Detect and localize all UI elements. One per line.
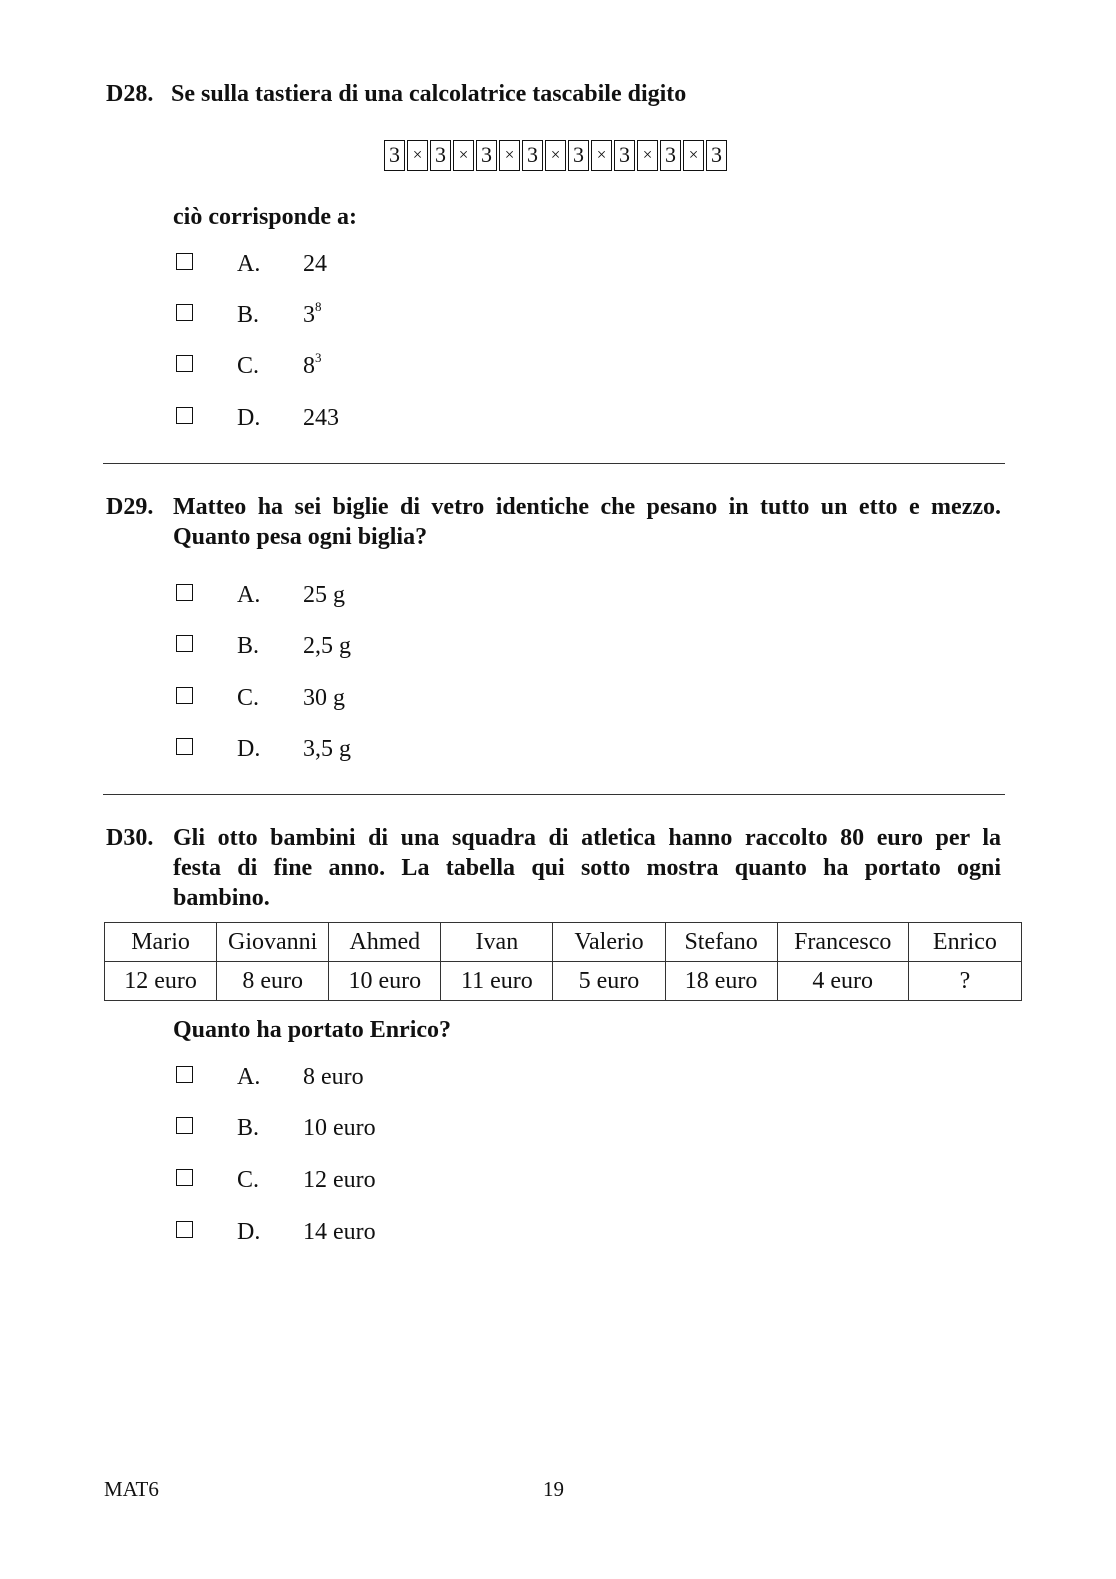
option-value: 8 euro [303, 1064, 364, 1090]
page-number: 19 [543, 1477, 564, 1501]
option-letter: C. [237, 353, 260, 379]
calculator-key: 3 [522, 140, 543, 171]
question-number: D29. [106, 494, 154, 520]
table-cell: 12 euro [105, 962, 217, 1001]
calculator-key: 3 [660, 140, 681, 171]
option-value: 14 euro [303, 1219, 376, 1245]
checkbox[interactable] [176, 635, 193, 652]
table-cell: Mario [105, 923, 217, 962]
table-cell: 8 euro [217, 962, 329, 1001]
option-value: 10 euro [303, 1115, 376, 1141]
calculator-key: 3 [614, 140, 635, 171]
calculator-key: 3 [430, 140, 451, 171]
power-base: 8 [303, 353, 315, 379]
checkbox[interactable] [176, 687, 193, 704]
option-value [303, 351, 322, 381]
option-value: 243 [303, 405, 339, 431]
multiply-key: × [637, 140, 658, 171]
checkbox[interactable] [176, 1221, 193, 1238]
table-cell: 10 euro [329, 962, 441, 1001]
checkbox[interactable] [176, 304, 193, 321]
checkbox[interactable] [176, 738, 193, 755]
contributions-table [104, 922, 1022, 1001]
checkbox[interactable] [176, 1117, 193, 1134]
option-value: 25 g [303, 582, 345, 608]
question-prompt: ciò corrisponde a: [173, 204, 357, 230]
footer-code: MAT6 [104, 1477, 159, 1501]
option-letter: B. [237, 1115, 260, 1141]
multiply-key: × [453, 140, 474, 171]
table-cell: Ivan [441, 923, 553, 962]
multiply-key: × [591, 140, 612, 171]
table-cell: 5 euro [553, 962, 665, 1001]
question-line: Gli otto bambini di una squadra di atletica hanno raccolto 80 euro per la [173, 825, 1001, 851]
option-value [303, 300, 322, 330]
calculator-key: 3 [384, 140, 405, 171]
option-letter: A. [237, 251, 261, 277]
section-divider [103, 463, 1005, 464]
question-prompt: Quanto ha portato Enrico? [173, 1017, 452, 1043]
option-letter: D. [237, 405, 261, 431]
question-line: bambino. [173, 885, 270, 911]
checkbox[interactable] [176, 407, 193, 424]
calculator-key-sequence [384, 140, 727, 171]
table-cell: Valerio [553, 923, 665, 962]
checkbox[interactable] [176, 355, 193, 372]
multiply-key: × [545, 140, 566, 171]
checkbox[interactable] [176, 1066, 193, 1083]
table-cell: Francesco [777, 923, 908, 962]
table-cell: 4 euro [777, 962, 908, 1001]
calculator-key: 3 [706, 140, 727, 171]
option-letter: D. [237, 1219, 261, 1245]
option-value: 2,5 g [303, 633, 351, 659]
question-number: D28. [106, 81, 154, 107]
section-divider [103, 794, 1005, 795]
calculator-key: 3 [476, 140, 497, 171]
table-cell: Giovanni [217, 923, 329, 962]
option-letter: C. [237, 1167, 260, 1193]
multiply-key: × [683, 140, 704, 171]
table-cell: Enrico [908, 923, 1021, 962]
checkbox[interactable] [176, 253, 193, 270]
question-text [173, 492, 1001, 552]
question-number: D30. [106, 825, 154, 851]
option-letter: B. [237, 302, 260, 328]
option-value: 24 [303, 251, 327, 277]
option-value: 12 euro [303, 1167, 376, 1193]
question-line: Quanto pesa ogni biglia? [173, 524, 428, 550]
power-base: 3 [303, 302, 315, 328]
table-cell: ? [908, 962, 1021, 1001]
option-value: 30 g [303, 685, 345, 711]
question-text: Se sulla tastiera di una calcolatrice tascabile digito [171, 81, 687, 107]
question-line: Matteo ha sei biglie di vetro identiche che pesano in tutto un etto e mezzo. [173, 494, 1001, 520]
multiply-key: × [407, 140, 428, 171]
option-letter: D. [237, 736, 261, 762]
option-letter: C. [237, 685, 260, 711]
checkbox[interactable] [176, 584, 193, 601]
option-letter: B. [237, 633, 260, 659]
power-exponent: 8 [315, 299, 322, 314]
calculator-key: 3 [568, 140, 589, 171]
question-text [173, 823, 1001, 913]
table-cell: Ahmed [329, 923, 441, 962]
multiply-key: × [499, 140, 520, 171]
table-cell: 18 euro [665, 962, 777, 1001]
option-letter: A. [237, 1064, 261, 1090]
table-row-amounts [105, 962, 1022, 1001]
option-value: 3,5 g [303, 736, 351, 762]
table-cell: Stefano [665, 923, 777, 962]
question-line: festa di fine anno. La tabella qui sotto mostra quanto ha portato ogni [173, 855, 1001, 881]
option-letter: A. [237, 582, 261, 608]
checkbox[interactable] [176, 1169, 193, 1186]
table-cell: 11 euro [441, 962, 553, 1001]
table-row-names [105, 923, 1022, 962]
power-exponent: 3 [315, 350, 322, 365]
